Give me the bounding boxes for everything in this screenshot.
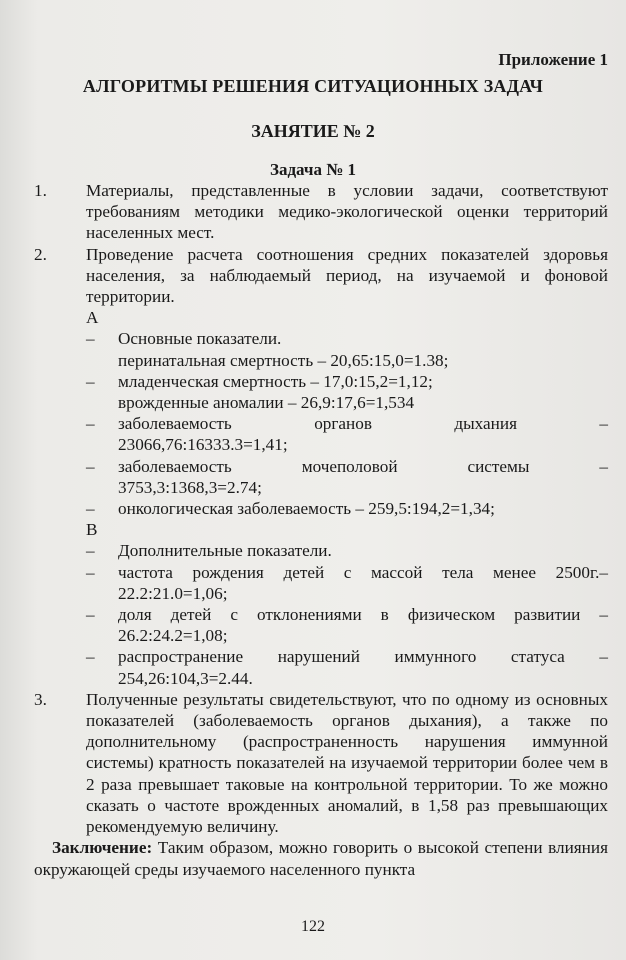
item-text: Полученные результаты свидетельствуют, что по одному из основных показателей (заболеваемость органов дыхания), а также по дополнительному (распространенность нарушения иммунной системы) кратность показателей на изучаемой территории более чем в 2 раза превышает таковые на контрольной территории. То же можно сказать о частоте врожденных аномалий, в 1,58 раз превышающих рекомендуемую величину. bbox=[86, 689, 608, 837]
section-a-heading-row bbox=[34, 328, 608, 349]
dash-marker: – bbox=[86, 329, 95, 349]
section-a-heading: Основные показатели. bbox=[118, 329, 282, 349]
conclusion-text: Таким образом, можно говорить о высокой степени влияния окружающей среды изучаемого населенного пункта bbox=[34, 838, 608, 879]
indicator-split-line bbox=[118, 413, 608, 434]
list-item-1 bbox=[34, 180, 608, 244]
indicator-word: – bbox=[599, 414, 608, 434]
indicator-line: доля детей с отклонениями в физическом развитии – 26.2:24.2=1,08; bbox=[118, 605, 608, 646]
list-item-2 bbox=[34, 244, 608, 308]
dash-marker: – bbox=[86, 371, 95, 391]
document-body bbox=[34, 180, 608, 880]
page-title: АЛГОРИТМЫ РЕШЕНИЯ СИТУАЦИОННЫХ ЗАДАЧ bbox=[82, 76, 544, 96]
indicator-line: частота рождения детей с массой тела менее 2500г.– 22.2:21.0=1,06; bbox=[118, 562, 608, 603]
item-text: Материалы, представленные в условии задачи, соответствуют требованиям методики медико-экологической оценки территорий населенных мест. bbox=[86, 181, 608, 243]
indicator-word: органов bbox=[314, 414, 372, 434]
indicator-word: дыхания bbox=[454, 414, 517, 434]
indicator-line: онкологическая заболеваемость – 259,5:194,2=1,34; bbox=[118, 499, 495, 519]
indicator-row bbox=[34, 413, 608, 434]
indicator-word: мочеполовой bbox=[301, 456, 398, 476]
indicator-word: – bbox=[599, 456, 608, 476]
indicator-split-line bbox=[118, 456, 608, 477]
dash-marker: – bbox=[86, 647, 95, 667]
indicator-word: системы bbox=[467, 456, 530, 476]
conclusion-label: Заключение: bbox=[52, 838, 153, 858]
indicator-line: распространение нарушений иммунного статуса – 254,26:104,3=2.44. bbox=[118, 647, 608, 688]
conclusion-paragraph bbox=[34, 837, 608, 879]
indicator-row bbox=[34, 498, 608, 519]
indicator-line: 3753,3:1368,3=2.74; bbox=[118, 477, 262, 497]
item-number: 3. bbox=[34, 689, 47, 709]
lesson-heading: ЗАНЯТИЕ № 2 bbox=[251, 121, 375, 141]
section-b-heading: Дополнительные показатели. bbox=[118, 541, 332, 561]
section-a-letter: А bbox=[86, 308, 99, 328]
indicator-row bbox=[34, 604, 608, 646]
dash-marker: – bbox=[86, 541, 95, 561]
dash-marker: – bbox=[86, 562, 95, 582]
indicator-row bbox=[34, 646, 608, 688]
list-item-3 bbox=[34, 689, 608, 837]
appendix-label: Приложение 1 bbox=[498, 50, 608, 69]
item-text: Проведение расчета соотношения средних показателей здоровья населения, за наблюдаемый период, на изучаемой и фоновой территории. bbox=[86, 244, 608, 307]
section-b-letter: В bbox=[86, 520, 98, 540]
indicator-word: заболеваемость bbox=[118, 456, 232, 476]
dash-marker: – bbox=[86, 605, 95, 625]
indicator-line: 23066,76:16333.3=1,41; bbox=[118, 435, 288, 455]
dash-marker: – bbox=[86, 499, 95, 519]
item-number: 1. bbox=[34, 181, 47, 200]
indicator-line: перинатальная смертность – 20,65:15,0=1.38; bbox=[118, 350, 449, 370]
indicator-line: младенческая смертность – 17,0:15,2=1,12; bbox=[118, 371, 433, 391]
indicator-row bbox=[34, 562, 608, 604]
section-b-heading-row bbox=[34, 540, 608, 561]
indicator-row bbox=[34, 456, 608, 477]
indicator-line: врожденные аномалии – 26,9:17,6=1,534 bbox=[118, 393, 415, 413]
indicator-word: заболеваемость bbox=[118, 414, 232, 434]
dash-marker: – bbox=[86, 414, 95, 434]
page-number: 122 bbox=[301, 918, 325, 935]
indicator-row bbox=[34, 371, 608, 392]
dash-marker: – bbox=[86, 456, 95, 476]
item-number: 2. bbox=[34, 244, 47, 264]
task-heading: Задача № 1 bbox=[269, 160, 357, 179]
